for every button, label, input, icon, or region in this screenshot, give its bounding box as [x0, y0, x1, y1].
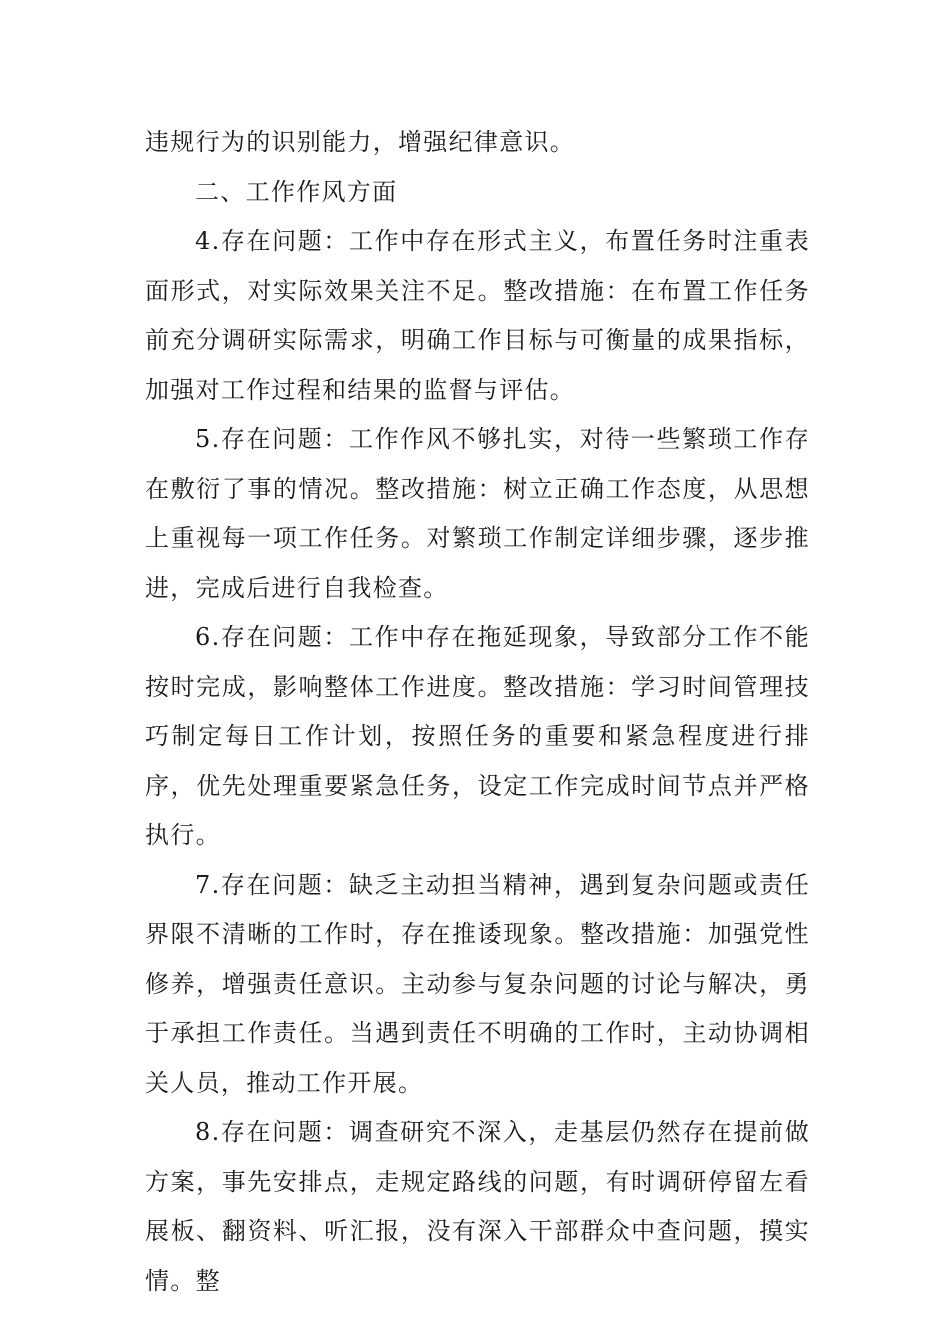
section-heading: 二、工作作风方面 — [195, 177, 398, 206]
item-5-paragraph: 5.存在问题：工作作风不够扎实，对待一些繁琐工作存在敷衍了事的情况。整改措施：树立正确工作态度，从思想上重视每一项工作任务。对繁琐工作制定详细步骤，逐步推进，完成后进行自我检查。 — [145, 425, 810, 602]
document-body — [145, 118, 810, 1306]
item-8-paragraph: 8.存在问题：调查研究不深入，走基层仍然存在提前做方案，事先安排点，走规定路线的问题，有时调研停留左看展板、翻资料、听汇报，没有深入干部群众中查问题，摸实情。整 — [145, 1118, 810, 1295]
item-6-paragraph: 6.存在问题：工作中存在拖延现象，导致部分工作不能按时完成，影响整体工作进度。整改措施：学习时间管理技巧制定每日工作计划，按照任务的重要和紧急程度进行排序，优先处理重要紧急任务，设定工作完成时间节点并严格执行。 — [145, 623, 810, 849]
item-7-paragraph: 7.存在问题：缺乏主动担当精神，遇到复杂问题或责任界限不清晰的工作时，存在推诿现象。整改措施：加强党性修养，增强责任意识。主动参与复杂问题的讨论与解决，勇于承担工作责任。当遇到责任不明确的工作时，主动协调相关人员，推动工作开展。 — [145, 870, 810, 1097]
item-4-paragraph: 4.存在问题：工作中存在形式主义，布置任务时注重表面形式，对实际效果关注不足。整改措施：在布置工作任务前充分调研实际需求，明确工作目标与可衡量的成果指标，加强对工作过程和结果的监督与评估。 — [145, 227, 810, 404]
continuation-paragraph: 违规行为的识别能力，增强纪律意识。 — [145, 128, 576, 156]
